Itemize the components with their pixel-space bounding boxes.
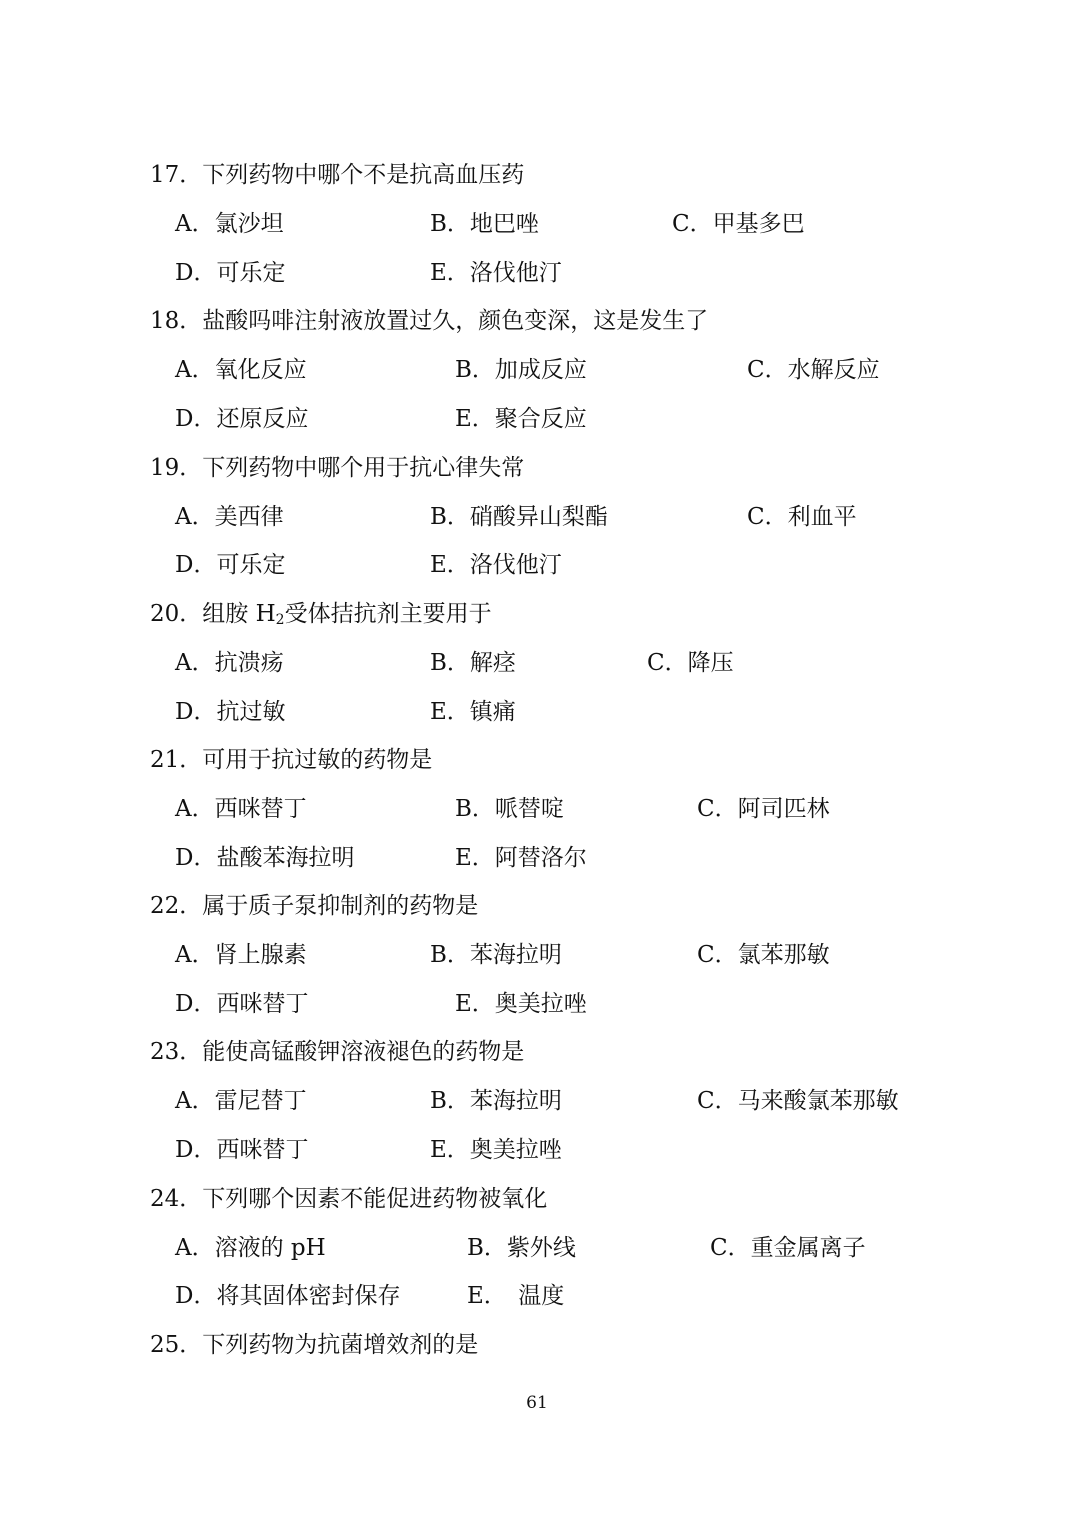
question-21-option-c: C．阿司匹林 [697, 796, 830, 822]
question-23-stem [150, 1037, 524, 1067]
question-23-option-b: B．苯海拉明 [430, 1088, 562, 1114]
question-number: 17． [150, 162, 203, 188]
question-number: 20． [150, 601, 203, 627]
question-17-option-e: E．洛伐他汀 [430, 260, 562, 286]
question-19-stem [150, 453, 524, 483]
question-25-stem [150, 1330, 478, 1360]
question-19-option-c: C．利血平 [747, 504, 857, 530]
question-24-option-d: D．将其固体密封保存 [175, 1283, 401, 1309]
question-20-option-d: D．抗过敏 [175, 699, 286, 725]
question-text: 下列药物中哪个不是抗高血压药 [202, 162, 525, 188]
question-20-option-a: A．抗溃疡 [175, 650, 284, 676]
question-text: 可用于抗过敏的药物是 [202, 747, 433, 773]
question-text: 下列哪个因素不能促进药物被氧化 [202, 1186, 548, 1212]
question-number: 22． [150, 893, 203, 919]
question-17-option-b: B．地巴唑 [430, 211, 539, 237]
question-22-option-b: B．苯海拉明 [430, 942, 562, 968]
question-19-option-b: B．硝酸异山梨酯 [430, 504, 608, 530]
question-number: 19． [150, 455, 203, 481]
question-24-stem [150, 1184, 547, 1214]
question-23-option-d: D．西咪替丁 [175, 1137, 309, 1163]
question-24-option-a: A．溶液的 pH [175, 1235, 326, 1261]
question-18-option-c: C．水解反应 [747, 357, 880, 383]
question-24-option-c: C．重金属离子 [710, 1235, 866, 1261]
question-18-stem [150, 306, 708, 336]
question-text-after-subscript: 受体拮抗剂主要用于 [284, 601, 492, 627]
question-23-option-e: E．奥美拉唑 [430, 1137, 562, 1163]
question-18-option-e: E．聚合反应 [455, 406, 587, 432]
question-23-option-a: A．雷尼替丁 [175, 1088, 307, 1114]
question-text: 盐酸吗啡注射液放置过久，颜色变深，这是发生了 [202, 308, 709, 334]
question-21-option-a: A．西咪替丁 [175, 796, 307, 822]
question-19-option-a: A．美西律 [175, 504, 284, 530]
question-number: 18． [150, 308, 203, 334]
question-20-option-e: E．镇痛 [430, 699, 516, 725]
question-22-option-a: A．肾上腺素 [175, 942, 307, 968]
question-22-option-d: D．西咪替丁 [175, 991, 309, 1017]
question-20-stem [150, 599, 492, 629]
question-17-stem [150, 160, 524, 190]
question-18-option-a: A．氧化反应 [175, 357, 307, 383]
question-20-option-b: B．解痉 [430, 650, 516, 676]
subscript: 2 [275, 612, 285, 628]
question-number: 24． [150, 1186, 203, 1212]
question-17-option-d: D．可乐定 [175, 260, 286, 286]
question-23-option-c: C．马来酸氯苯那敏 [697, 1088, 899, 1114]
question-22-stem [150, 891, 478, 921]
question-22-option-c: C．氯苯那敏 [697, 942, 830, 968]
question-21-option-e: E．阿替洛尔 [455, 845, 587, 871]
question-24-option-b: B．紫外线 [467, 1235, 576, 1261]
page-number: 61 [526, 1393, 548, 1413]
question-20-option-c: C．降压 [647, 650, 734, 676]
question-text: 属于质子泵抑制剂的药物是 [202, 893, 479, 919]
question-22-option-e: E．奥美拉唑 [455, 991, 587, 1017]
question-17-option-c: C．甲基多巴 [672, 211, 805, 237]
question-21-stem [150, 745, 432, 775]
question-18-option-d: D．还原反应 [175, 406, 309, 432]
question-18-option-b: B．加成反应 [455, 357, 587, 383]
question-24-option-e: E． 温度 [467, 1283, 565, 1309]
question-text: 下列药物为抗菌增效剂的是 [202, 1332, 479, 1358]
question-number: 25． [150, 1332, 203, 1358]
question-text-before-subscript: 组胺 H [202, 601, 276, 627]
question-text: 下列药物中哪个用于抗心律失常 [202, 455, 525, 481]
question-17-option-a: A．氯沙坦 [175, 211, 284, 237]
question-number: 23． [150, 1039, 203, 1065]
question-21-option-b: B．哌替啶 [455, 796, 564, 822]
question-19-option-e: E．洛伐他汀 [430, 552, 562, 578]
question-19-option-d: D．可乐定 [175, 552, 286, 578]
question-number: 21． [150, 747, 203, 773]
question-21-option-d: D．盐酸苯海拉明 [175, 845, 355, 871]
question-text: 能使高锰酸钾溶液褪色的药物是 [202, 1039, 525, 1065]
